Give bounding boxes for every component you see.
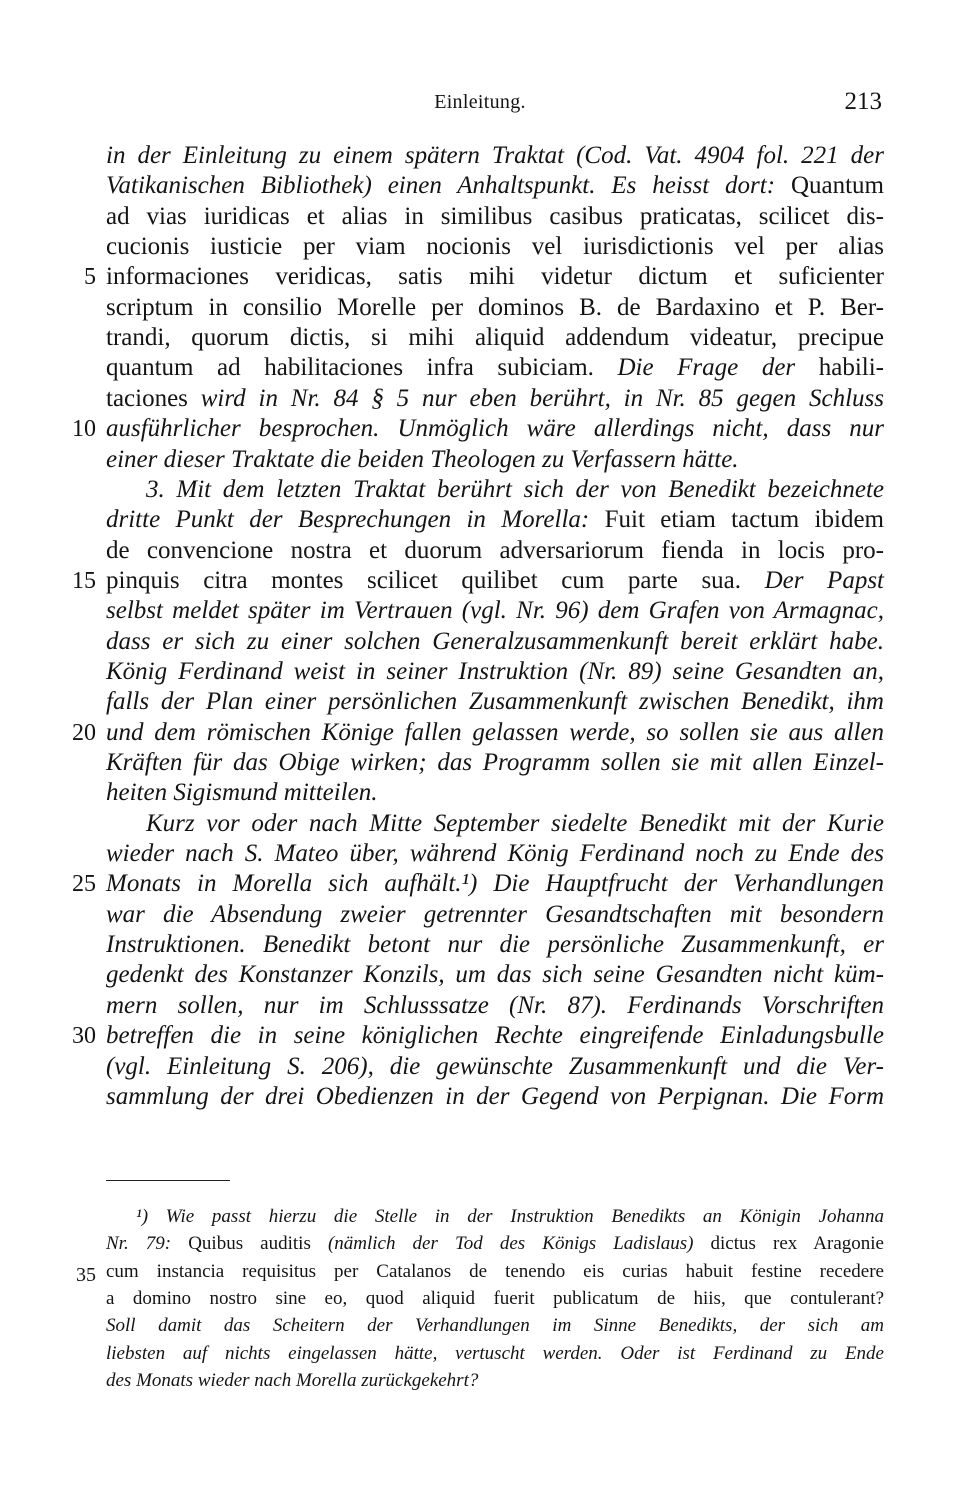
text-line: in der Einleitung zu einem spätern Traktat (Cod. Vat. 4904 fol. 221 der — [106, 142, 884, 169]
text-line: gedenkt des Konstanzer Konzils, um das sich seine Gesandten nicht küm- — [106, 961, 884, 989]
italic-run: wird in Nr. 84 § 5 nur eben berührt, in Nr. 85 gegen Schluss — [200, 384, 884, 412]
text-line: einer dieser Traktate die beiden Theologen zu Verfassern hätte. — [106, 445, 739, 473]
text-line: ad vias iuridicas et alias in similibus casibus praticatas, scilicet dis- — [106, 202, 884, 230]
text-line: war die Absendung zweier getrennter Gesandtschaften mit besondern — [106, 900, 884, 928]
roman-run: Quantum — [790, 172, 884, 200]
text-line — [106, 384, 884, 414]
line-number: 15 — [72, 567, 96, 594]
text-line: scriptum in consilio Morelle per dominos B. de Bardaxino et P. Ber- — [106, 293, 884, 321]
roman-run: quantum ad habilitaciones infra subiciam. — [106, 354, 618, 382]
text-line: cucionis iusticie per viam nocionis vel iurisdictionis vel per alias — [106, 233, 884, 261]
text-line: ausführlicher besprochen. Unmöglich wäre allerdings nicht, dass nur — [106, 415, 884, 443]
text-line: heiten Sigismund mitteilen. — [106, 779, 378, 807]
footnote-line: cum instancia requisitus per Catalanos de tenendo eis curias habuit festine recedere — [106, 1260, 884, 1282]
text-line: sammlung der drei Obedienzen in der Gegend von Perpignan. Die Form — [106, 1082, 884, 1110]
footnote-rule — [106, 1180, 230, 1181]
text-line: und dem römischen Könige fallen gelassen werde, so sollen sie aus allen — [106, 718, 884, 746]
footnote-line: liebsten auf nichts eingelassen hätte, vertuscht werden. Oder ist Ferdinand zu Ende — [106, 1342, 884, 1364]
italic-run: Vatikanischen Bibliothek) einen Anhaltspunkt. Es heisst dort: — [106, 172, 791, 200]
italic-run: dritte Punkt der Besprechungen in Morella: — [106, 506, 605, 534]
text-line: falls der Plan einer persönlichen Zusammenkunft zwischen Benedikt, ihm — [106, 688, 884, 716]
text-line — [106, 171, 884, 201]
text-line: trandi, quorum dictis, si mihi aliquid addendum videatur, precipue — [106, 324, 884, 352]
text-line: Kräften für das Obige wirken; das Programm sollen sie mit allen Einzel- — [106, 749, 884, 776]
line-number: 10 — [72, 416, 96, 443]
line-number: 25 — [72, 871, 96, 898]
line-number: 5 — [84, 264, 96, 291]
footnote-line: Soll damit das Scheitern der Verhandlungen im Sinne Benedikts, der sich am — [106, 1315, 884, 1337]
footnote-line: a domino nostro sine eo, quod aliquid fuerit publicatum de hiis, que contulerant? — [106, 1287, 884, 1309]
roman-run: Fuit etiam tactum ibidem — [604, 506, 884, 534]
footnote-line: ¹) Wie passt hierzu die Stelle in der Instruktion Benedikts an Königin Johanna — [136, 1206, 884, 1227]
text-line: dass er sich zu einer solchen Generalzusammenkunft bereit erklärt habe. — [106, 627, 884, 655]
footnote-line — [106, 1232, 884, 1256]
roman-run: pinquis citra montes scilicet quilibet cum parte sua. — [106, 566, 765, 594]
roman-run: dictus rex Aragonie — [710, 1233, 884, 1255]
italic-run: Der Papst — [764, 566, 884, 594]
text-line: 3. Mit dem letzten Traktat berührt sich der von Benedikt bezeichnete — [146, 475, 884, 503]
roman-run: habili- — [818, 354, 884, 382]
text-line: wieder nach S. Mateo über, während König Ferdinand noch zu Ende des — [106, 840, 884, 868]
line-number: 35 — [76, 1263, 96, 1286]
text-line — [106, 566, 884, 596]
line-number: 20 — [72, 719, 96, 746]
text-line — [106, 353, 884, 383]
text-line: König Ferdinand weist in seiner Instruktion (Nr. 89) seine Gesandten an, — [106, 657, 884, 685]
roman-run: Quibus auditis — [188, 1233, 328, 1255]
text-line: (vgl. Einleitung S. 206), die gewünschte Zusammenkunft und die Ver- — [106, 1052, 884, 1080]
text-line: betreffen die in seine königlichen Rechte eingreifende Einladungsbulle — [106, 1022, 884, 1050]
text-line: Instruktionen. Benedikt betont nur die persönliche Zusammenkunft, er — [106, 931, 884, 959]
italic-run: Die Frage der — [617, 354, 819, 382]
italic-run: (nämlich der Tod des Königs Ladislaus) — [327, 1233, 711, 1255]
line-number: 30 — [72, 1023, 96, 1050]
italic-run: Nr. 79: — [106, 1233, 189, 1255]
page-number: 213 — [844, 88, 882, 115]
text-line — [106, 505, 884, 535]
text-line: de convencione nostra et duorum adversariorum fienda in locis pro- — [106, 536, 884, 564]
text-line: informaciones veridicas, satis mihi videtur dictum et suficienter — [106, 263, 884, 291]
text-line: selbst meldet später im Vertrauen (vgl. Nr. 96) dem Grafen von Armagnac, — [106, 597, 884, 625]
text-line: Kurz vor oder nach Mitte September siedelte Benedikt mit der Kurie — [146, 809, 884, 837]
footnote-line: des Monats wieder nach Morella zurückgekehrt? — [106, 1369, 479, 1391]
running-header: Einleitung. — [434, 91, 526, 113]
text-line: Monats in Morella sich aufhält.¹) Die Hauptfrucht der Verhandlungen — [106, 870, 884, 898]
roman-run: taciones — [106, 384, 201, 412]
text-line: mern sollen, nur im Schlusssatze (Nr. 87). Ferdinands Vorschriften — [106, 991, 884, 1019]
